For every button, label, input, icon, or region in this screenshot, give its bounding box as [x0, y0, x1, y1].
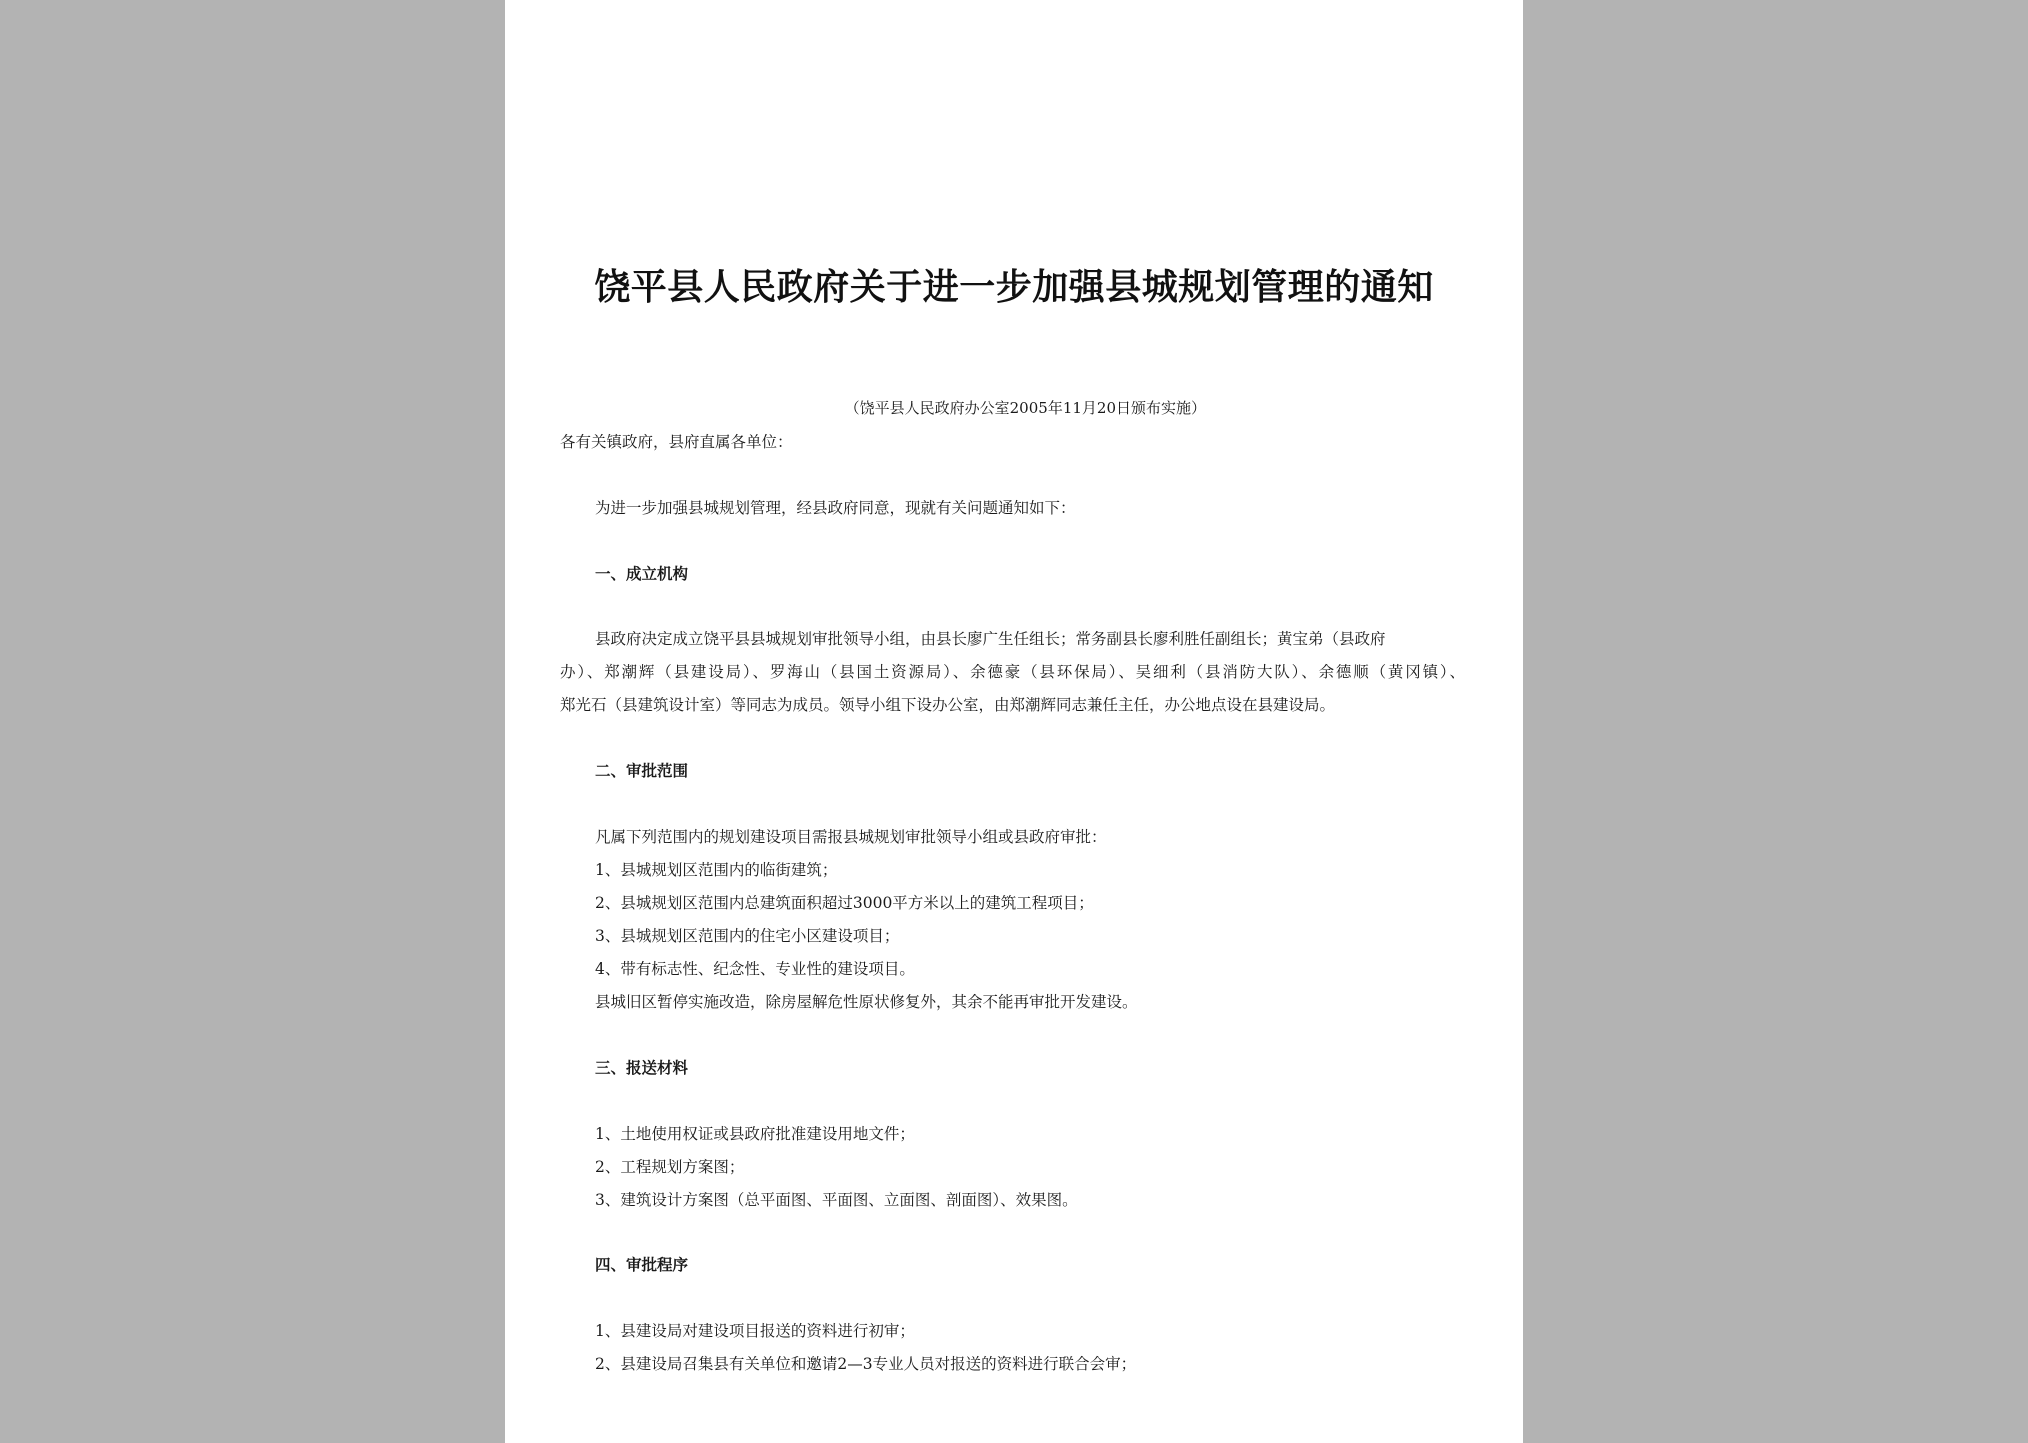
section-heading: 三、报送材料 — [595, 1058, 689, 1077]
list-item: 1、土地使用权证或县政府批准建设用地文件； — [595, 1125, 915, 1143]
document-title: 饶平县人民政府关于进一步加强县城规划管理的通知 — [594, 266, 1434, 308]
list-item: 4、带有标志性、纪念性、专业性的建设项目。 — [595, 960, 915, 978]
list-item: 2、县城规划区范围内总建筑面积超过3000平方米以上的建筑工程项目； — [595, 894, 1094, 912]
salutation: 各有关镇政府，县府直属各单位： — [560, 433, 793, 451]
paragraph-line: 郑光石（县建筑设计室）等同志为成员。领导小组下设办公室，由郑潮辉同志兼任主任，办公地点设在县建设局。 — [560, 696, 1336, 714]
section-heading: 四、审批程序 — [595, 1255, 689, 1274]
paragraph-line: 县城旧区暂停实施改造，除房屋解危性原状修复外，其余不能再审批开发建设。 — [595, 993, 1138, 1011]
paragraph-line: 县政府决定成立饶平县县城规划审批领导小组，由县长廖广生任组长；常务副县长廖利胜任副组长；黄宝弟（县政府 — [595, 630, 1386, 648]
section-heading: 二、审批范围 — [595, 761, 689, 780]
document-page — [505, 0, 1523, 1443]
list-item: 2、县建设局召集县有关单位和邀请2—3专业人员对报送的资料进行联合会审； — [595, 1355, 1137, 1373]
paragraph-line: 办）、郑潮辉（县建设局）、罗海山（县国土资源局）、余德豪（县环保局）、吴细利（县消防大队）、余德顺（黄冈镇）、 — [560, 663, 1465, 681]
list-item: 2、工程规划方案图； — [595, 1158, 745, 1176]
document-subtitle: （饶平县人民政府办公室2005年11月20日颁布实施） — [844, 399, 1206, 417]
paragraph-line: 凡属下列范围内的规划建设项目需报县城规划审批领导小组或县政府审批： — [595, 828, 1107, 846]
intro-paragraph: 为进一步加强县城规划管理，经县政府同意，现就有关问题通知如下： — [595, 499, 1076, 517]
list-item: 1、县城规划区范围内的临街建筑； — [595, 861, 838, 879]
list-item: 3、建筑设计方案图（总平面图、平面图、立面图、剖面图）、效果图。 — [595, 1191, 1078, 1209]
list-item: 1、县建设局对建设项目报送的资料进行初审； — [595, 1322, 915, 1340]
list-item: 3、县城规划区范围内的住宅小区建设项目； — [595, 927, 900, 945]
section-heading: 一、成立机构 — [595, 564, 689, 583]
